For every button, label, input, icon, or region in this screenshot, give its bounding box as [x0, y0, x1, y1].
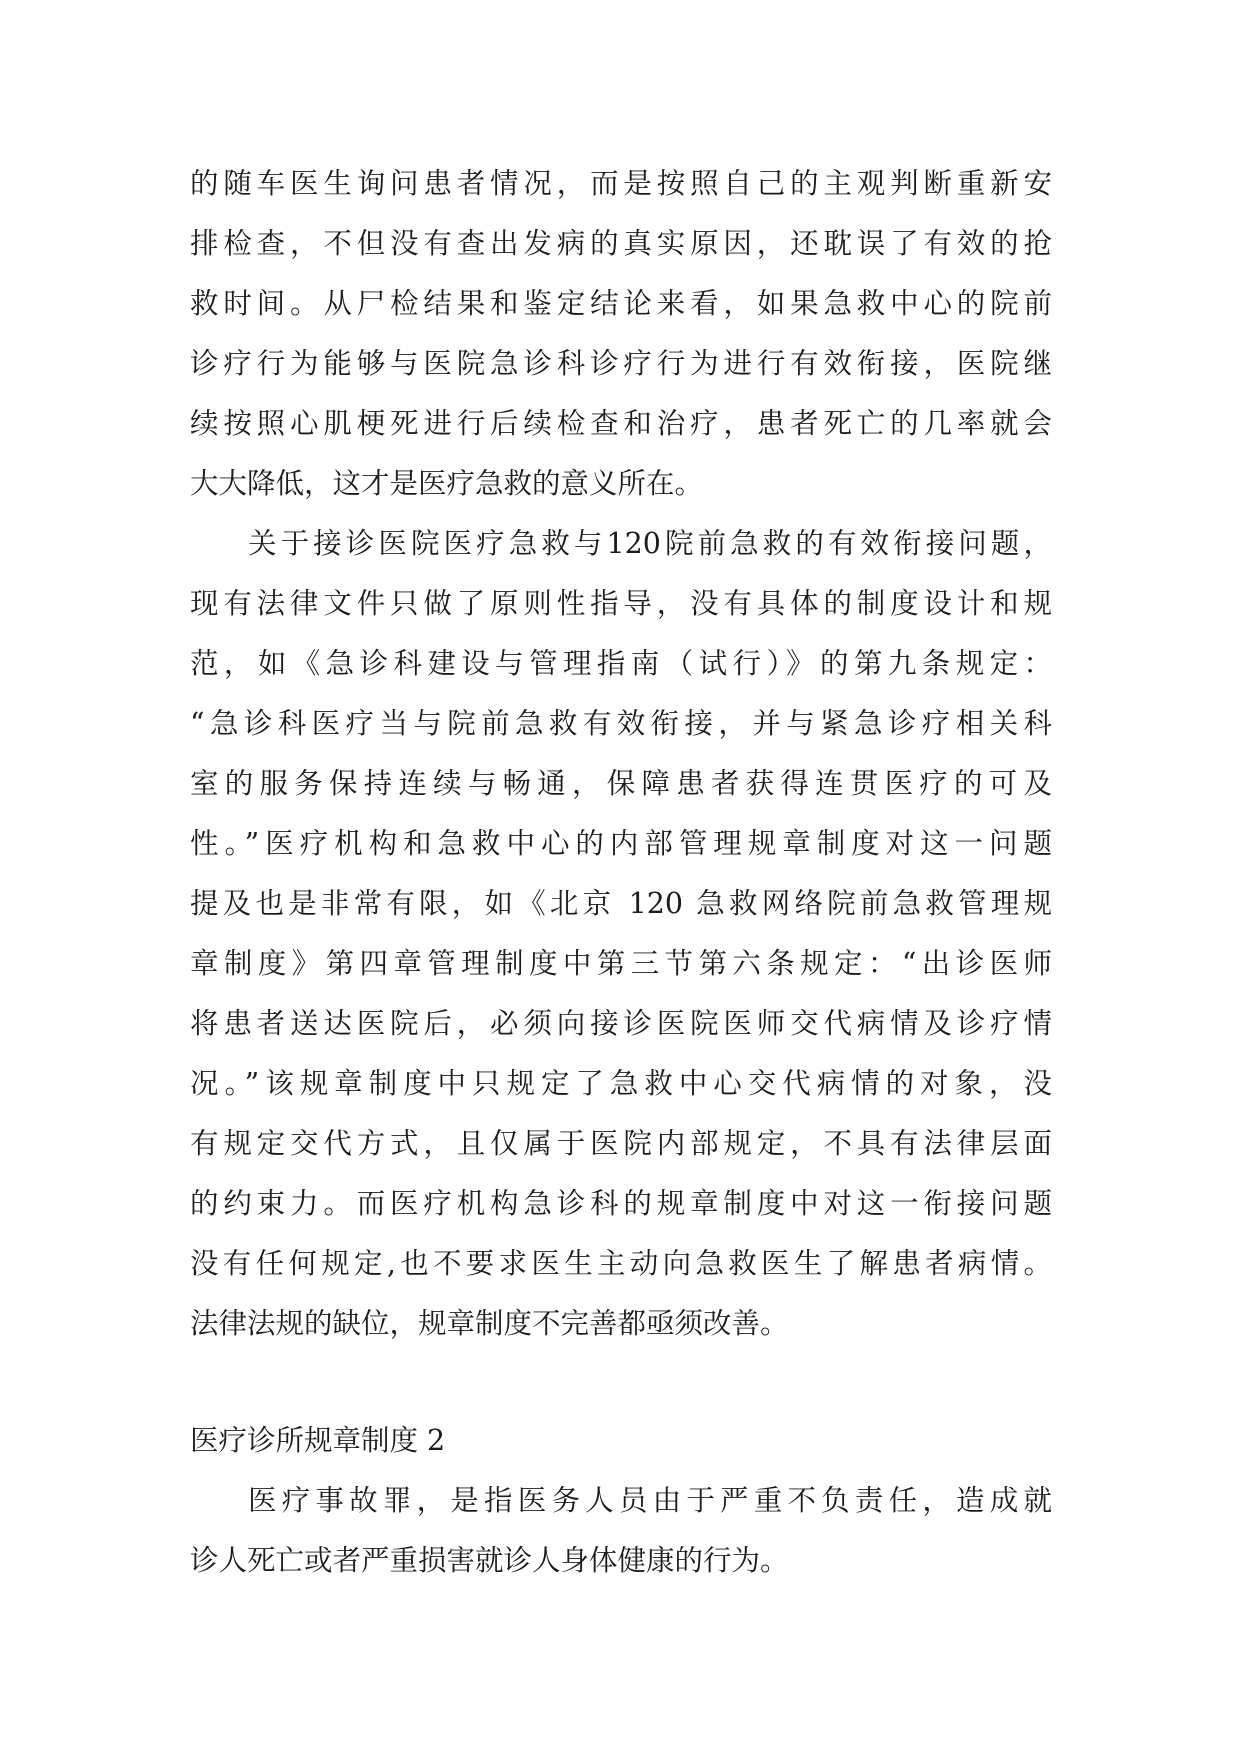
- paragraph-line: 没有任何规定,也不要求医生主动向急救医生了解患者病情。: [190, 1247, 1052, 1280]
- paragraph-3: [190, 1471, 1052, 1591]
- paragraph-2: [190, 514, 1052, 1354]
- paragraph-line: 的随车医生询问患者情况，而是按照自己的主观判断重新安: [190, 167, 1052, 200]
- paragraph-line: 室的服务保持连续与畅通，保障患者获得连贯医疗的可及: [190, 767, 1052, 800]
- paragraph-line: 性。”医疗机构和急救中心的内部管理规章制度对这一问题: [190, 827, 1052, 860]
- paragraph-line: 医疗事故罪，是指医务人员由于严重不负责任，造成就: [248, 1484, 1052, 1517]
- paragraph-line: 大大降低，这才是医疗急救的意义所在。: [190, 467, 704, 500]
- paragraph-1: [190, 154, 1052, 514]
- paragraph-line: 提及也是非常有限，如《北京 120 急救网络院前急救管理规: [190, 887, 1052, 920]
- paragraph-line: 排检查，不但没有查出发病的真实原因，还耽误了有效的抢: [190, 227, 1052, 260]
- document-body: [190, 154, 1052, 1591]
- paragraph-line: 法律法规的缺位，规章制度不完善都亟须改善。: [190, 1307, 789, 1340]
- paragraph-line: “急诊科医疗当与院前急救有效衔接，并与紧急诊疗相关科: [190, 707, 1052, 740]
- paragraph-line: 诊疗行为能够与医院急诊科诊疗行为进行有效衔接，医院继: [190, 347, 1052, 380]
- paragraph-line: 关于接诊医院医疗急救与120院前急救的有效衔接问题，: [248, 527, 1052, 560]
- paragraph-line: 的约束力。而医疗机构急诊科的规章制度中对这一衔接问题: [190, 1187, 1052, 1220]
- paragraph-line: 范，如《急诊科建设与管理指南（试行）》的第九条规定：: [190, 647, 1052, 680]
- section-heading: 医疗诊所规章制度 2: [190, 1424, 446, 1457]
- paragraph-line: 有规定交代方式，且仅属于医院内部规定，不具有法律层面: [190, 1127, 1052, 1160]
- paragraph-line: 续按照心肌梗死进行后续检查和治疗，患者死亡的几率就会: [190, 407, 1052, 440]
- paragraph-line: 章制度》第四章管理制度中第三节第六条规定：“出诊医师: [190, 947, 1052, 980]
- paragraph-line: 现有法律文件只做了原则性指导，没有具体的制度设计和规: [190, 587, 1052, 620]
- paragraph-line: 将患者送达医院后，必须向接诊医院医师交代病情及诊疗情: [190, 1007, 1052, 1040]
- paragraph-line: 况。”该规章制度中只规定了急救中心交代病情的对象，没: [190, 1067, 1052, 1100]
- paragraph-line: 救时间。从尸检结果和鉴定结论来看，如果急救中心的院前: [190, 287, 1052, 320]
- paragraph-line: 诊人死亡或者严重损害就诊人身体健康的行为。: [190, 1544, 789, 1577]
